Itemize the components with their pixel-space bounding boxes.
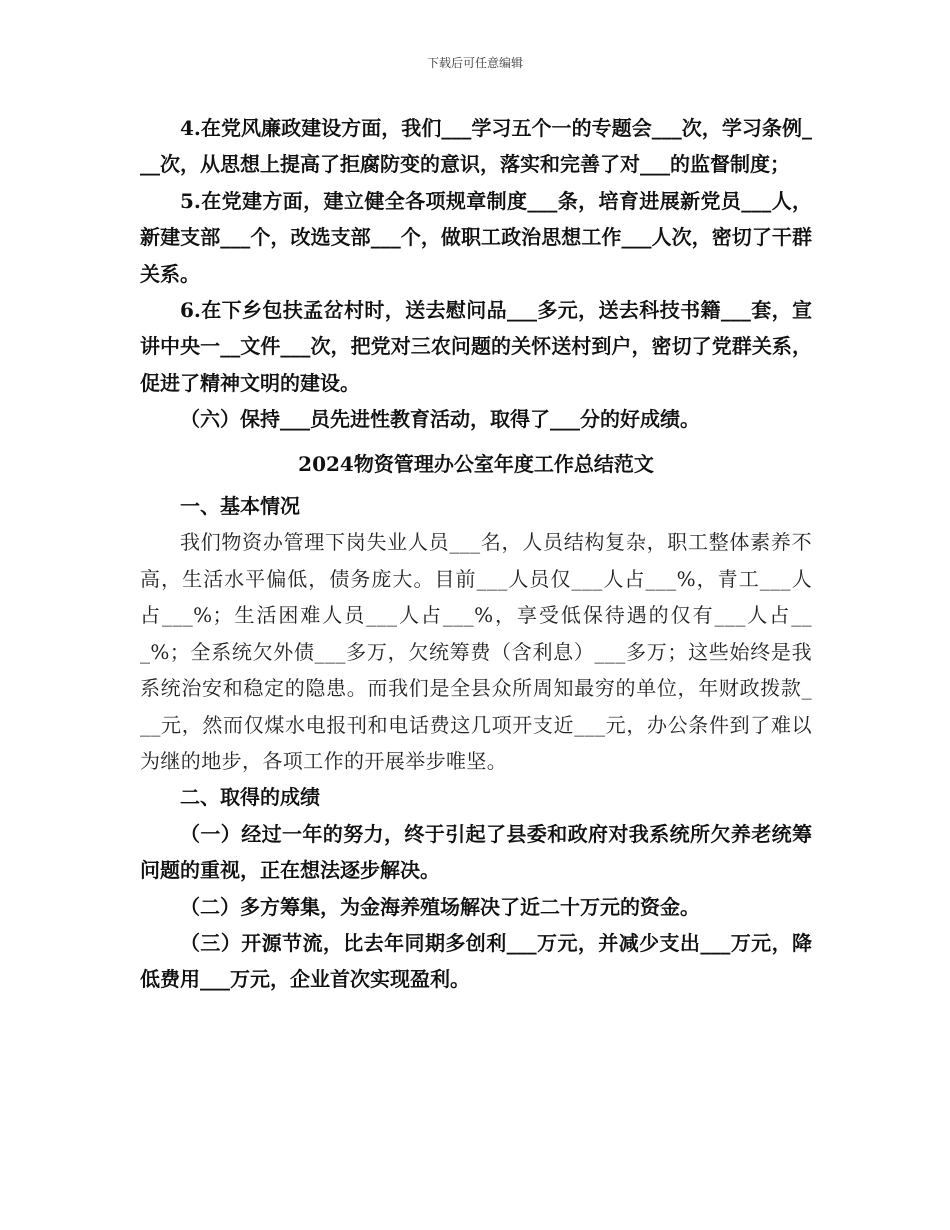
- paragraph-item-5: 5.在党建方面，建立健全各项规章制度___条，培育进展新党员___人，新建支部___个，改选支部___个，做职工政治思想工作___人次，密切了干群关系。: [140, 188, 812, 286]
- document-body: [140, 110, 812, 998]
- paragraph-item-6: 6.在下乡包扶孟岔村时，送去慰问品___多元，送去科技书籍___套，宣讲中央一__文件___次，把党对三农问题的关怀送村到户，密切了党群关系，促进了精神文明的建设。: [140, 298, 812, 395]
- paragraph-section-six: （六）保持___员先进性教育活动，取得了___分的好成绩。: [180, 407, 700, 432]
- paragraph-achievement-3: （三）开源节流，比去年同期多创利___万元，并减少支出___万元，降低费用___万元，企业首次实现盈利。: [140, 930, 812, 992]
- page-header: 下载后可任意编辑: [426, 56, 523, 70]
- paragraph-basic-situation: 我们物资办管理下岗失业人员___名，人员结构复杂，职工整体素养不高，生活水平偏低，债务庞大。目前___人员仅___人占___%，青工___人占___%；生活困难人员___人占___%，享受低保待遇的仅有___人占___%；全系统欠外债___多万，欠统筹费（含利息）___多万；这些始终是我系统治安和稳定的隐患。而我们是全县众所周知最穷的单位，年财政拨款___元，然而仅煤水电报刊和电话费这几项开支近___元，办公条件到了难以为继的地步，各项工作的开展举步唯坚。: [140, 530, 812, 773]
- paragraph-item-4: 4.在党风廉政建设方面，我们___学习五个一的专题会___次，学习条例___次，从思想上提高了拒腐防变的意识，落实和完善了对___的监督制度；: [140, 116, 812, 177]
- heading-basic-situation: 一、基本情况: [180, 494, 300, 519]
- document-title: 2024物资管理办公室年度工作总结范文: [298, 451, 654, 476]
- paragraph-achievement-2: （二）多方筹集，为金海养殖场解决了近二十万元的资金。: [180, 894, 700, 919]
- paragraph-achievement-1: （一）经过一年的努力，终于引起了县委和政府对我系统所欠养老统筹问题的重视，正在想法逐步解决。: [140, 821, 812, 883]
- heading-achievements: 二、取得的成绩: [180, 785, 320, 810]
